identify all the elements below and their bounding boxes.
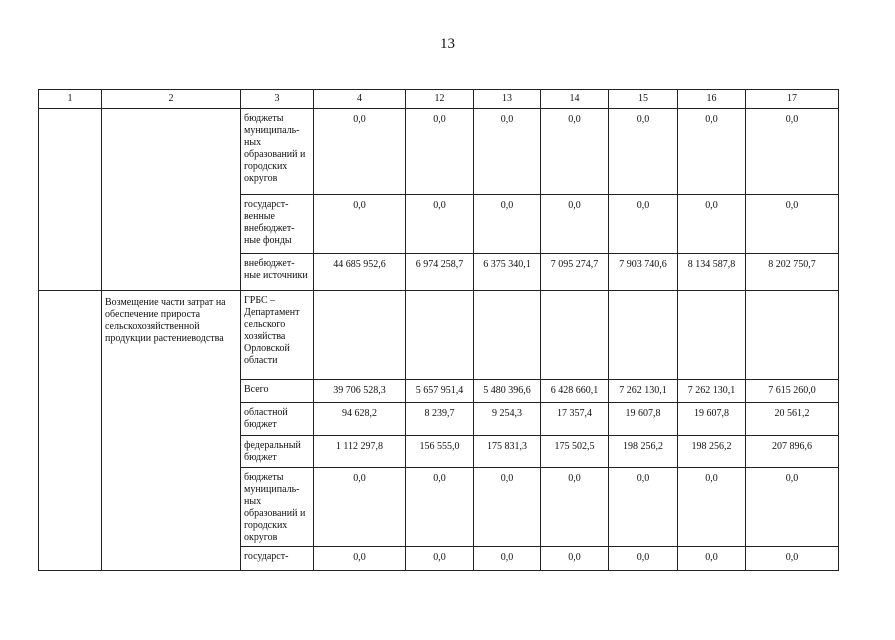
value-cell: 7 262 130,1: [609, 380, 678, 403]
table-row: [39, 291, 839, 380]
value-cell: [474, 291, 541, 380]
value-cell: 0,0: [314, 195, 406, 254]
value-cell: 1 112 297,8: [314, 436, 406, 468]
value-cell: 8 239,7: [406, 403, 474, 436]
source-cell: областной бюджет: [241, 403, 314, 436]
header-cell: 12: [406, 90, 474, 109]
value-cell: 207 896,6: [746, 436, 839, 468]
value-cell: 8 202 750,7: [746, 254, 839, 291]
source-cell: государст-: [241, 547, 314, 571]
value-cell: 0,0: [406, 468, 474, 547]
header-cell: 17: [746, 90, 839, 109]
header-cell: 4: [314, 90, 406, 109]
value-cell: 175 831,3: [474, 436, 541, 468]
value-cell: 0,0: [541, 468, 609, 547]
value-cell: 0,0: [474, 547, 541, 571]
measure-cell: [102, 109, 241, 291]
source-cell: государст-венные внебюджет-ные фонды: [241, 195, 314, 254]
value-cell: 44 685 952,6: [314, 254, 406, 291]
value-cell: 0,0: [609, 195, 678, 254]
value-cell: 19 607,8: [609, 403, 678, 436]
table-row: [39, 109, 839, 195]
value-cell: 0,0: [314, 547, 406, 571]
value-cell: 94 628,2: [314, 403, 406, 436]
source-cell: Всего: [241, 380, 314, 403]
value-cell: 0,0: [314, 109, 406, 195]
value-cell: 8 134 587,8: [678, 254, 746, 291]
value-cell: 0,0: [678, 195, 746, 254]
header-cell: 2: [102, 90, 241, 109]
value-cell: 5 657 951,4: [406, 380, 474, 403]
value-cell: 6 375 340,1: [474, 254, 541, 291]
source-cell: бюджеты муниципаль-ных образований и городских округов: [241, 109, 314, 195]
value-cell: 7 615 260,0: [746, 380, 839, 403]
header-cell: 1: [39, 90, 102, 109]
value-cell: 0,0: [746, 547, 839, 571]
header-row: [39, 90, 839, 109]
value-cell: [678, 291, 746, 380]
value-cell: 156 555,0: [406, 436, 474, 468]
value-cell: 17 357,4: [541, 403, 609, 436]
page-number: 13: [440, 36, 455, 52]
value-cell: 0,0: [678, 109, 746, 195]
value-cell: 0,0: [474, 468, 541, 547]
value-cell: [314, 291, 406, 380]
value-cell: 7 262 130,1: [678, 380, 746, 403]
value-cell: 0,0: [314, 468, 406, 547]
value-cell: 6 428 660,1: [541, 380, 609, 403]
source-cell: ГРБС – Департамент сельского хозяйства Орловской области: [241, 291, 314, 380]
value-cell: [609, 291, 678, 380]
header-cell: 13: [474, 90, 541, 109]
value-cell: 0,0: [406, 195, 474, 254]
measure-cell: Возмещение части затрат на обеспечение прироста сельскохозяйственной продукции растениеводства: [102, 291, 241, 571]
value-cell: 0,0: [746, 468, 839, 547]
value-cell: 0,0: [406, 109, 474, 195]
value-cell: 198 256,2: [609, 436, 678, 468]
value-cell: 0,0: [746, 195, 839, 254]
value-cell: [541, 291, 609, 380]
value-cell: 175 502,5: [541, 436, 609, 468]
source-cell: внебюджет-ные источники: [241, 254, 314, 291]
budget-table: [38, 89, 839, 571]
value-cell: 0,0: [678, 468, 746, 547]
header-cell: 16: [678, 90, 746, 109]
header-cell: 3: [241, 90, 314, 109]
value-cell: 0,0: [541, 109, 609, 195]
value-cell: 0,0: [746, 109, 839, 195]
value-cell: 20 561,2: [746, 403, 839, 436]
value-cell: 0,0: [541, 195, 609, 254]
value-cell: 19 607,8: [678, 403, 746, 436]
value-cell: 0,0: [474, 195, 541, 254]
value-cell: 198 256,2: [678, 436, 746, 468]
value-cell: 0,0: [609, 547, 678, 571]
row-number-cell: [39, 291, 102, 571]
value-cell: 6 974 258,7: [406, 254, 474, 291]
header-cell: 14: [541, 90, 609, 109]
value-cell: 0,0: [678, 547, 746, 571]
value-cell: [746, 291, 839, 380]
value-cell: 0,0: [406, 547, 474, 571]
value-cell: 7 903 740,6: [609, 254, 678, 291]
row-number-cell: [39, 109, 102, 291]
value-cell: 5 480 396,6: [474, 380, 541, 403]
source-cell: бюджеты муниципаль-ных образований и городских округов: [241, 468, 314, 547]
value-cell: 0,0: [474, 109, 541, 195]
value-cell: 0,0: [541, 547, 609, 571]
value-cell: [406, 291, 474, 380]
value-cell: 7 095 274,7: [541, 254, 609, 291]
source-cell: федеральный бюджет: [241, 436, 314, 468]
value-cell: 9 254,3: [474, 403, 541, 436]
value-cell: 0,0: [609, 468, 678, 547]
header-cell: 15: [609, 90, 678, 109]
value-cell: 0,0: [609, 109, 678, 195]
value-cell: 39 706 528,3: [314, 380, 406, 403]
